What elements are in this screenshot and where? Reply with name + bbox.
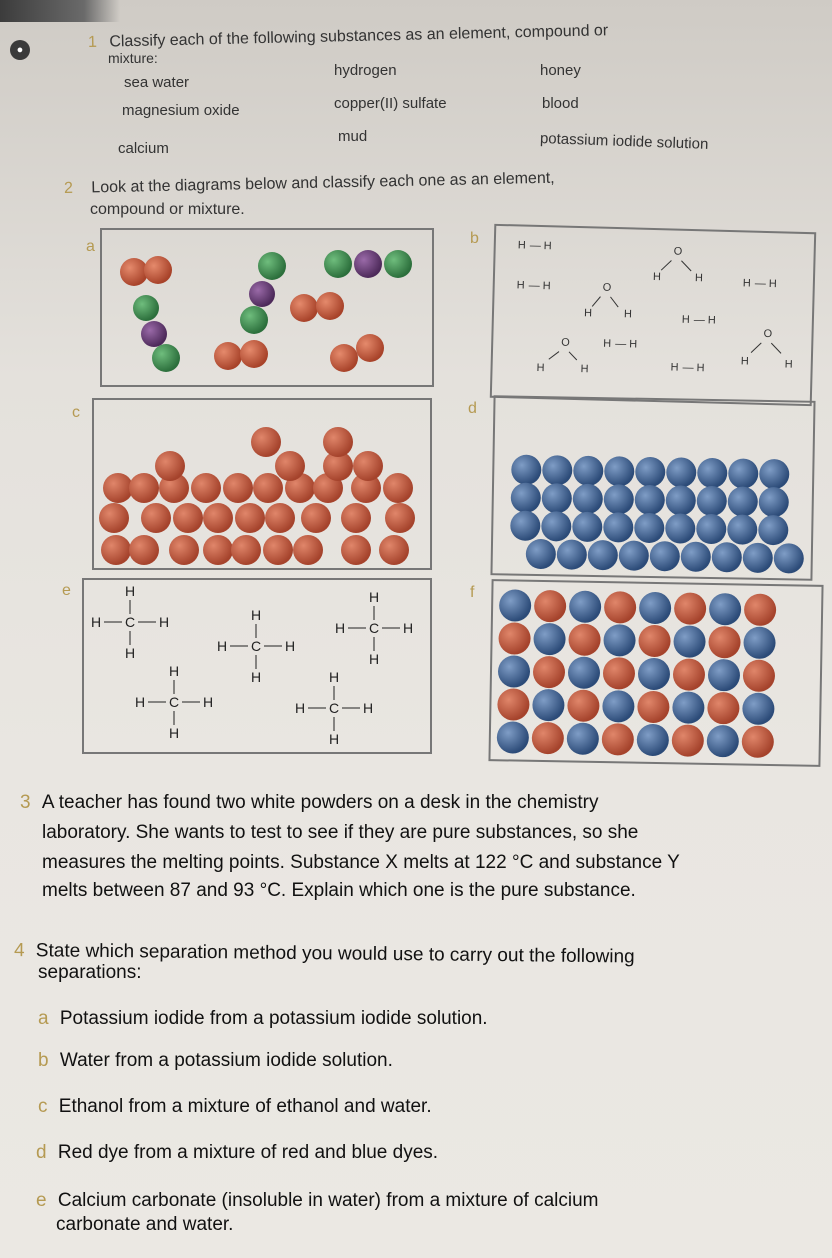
q2-prompt-line2: compound or mixture. [90, 201, 245, 218]
q4-part-e-line2: carbonate and water. [56, 1214, 234, 1235]
diagram-e-box [82, 578, 432, 754]
blue-atom [673, 625, 706, 658]
diagram-c-letter: c [72, 404, 80, 421]
hydrogen-atom-label: H [328, 731, 340, 747]
svg-text:H: H [768, 278, 777, 291]
red-atom [173, 503, 203, 533]
svg-text:H: H [517, 239, 526, 252]
red-atom [744, 594, 777, 627]
diagram-a-particles [102, 230, 432, 385]
blue-atom [709, 593, 742, 626]
red-atom [101, 535, 131, 565]
svg-text:H: H [694, 272, 704, 285]
hydrogen-atom-label: H [124, 645, 136, 661]
blue-atom [619, 540, 650, 571]
svg-text:O: O [763, 327, 773, 341]
purple-green-molecule [240, 281, 275, 334]
red-atom [673, 658, 706, 691]
svg-text:H: H [740, 355, 749, 368]
red-atom [265, 503, 295, 533]
substance-potassium-iodide-solution: potassium iodide solution [539, 130, 709, 153]
h2o-molecule-3 [741, 327, 794, 370]
red-atom [251, 427, 281, 457]
carbon-atom-label: C [124, 614, 136, 630]
blue-atom [498, 655, 531, 688]
hydrogen-atom-label: H [168, 725, 180, 741]
red-atom [603, 657, 636, 690]
blue-atom [638, 658, 671, 691]
green-purple-green-molecule-2 [133, 295, 180, 372]
red-atom [674, 592, 707, 625]
green-atom [258, 252, 286, 280]
red-atom [169, 535, 199, 565]
hydrogen-atom-label: H [250, 669, 262, 685]
red-atom [253, 473, 283, 503]
blue-atom [604, 484, 635, 515]
svg-text:H: H [652, 270, 662, 284]
q1-prompt-line2: mixture: [108, 50, 158, 66]
blue-atom [499, 589, 532, 622]
blue-atom [542, 483, 573, 514]
q4-part-a-text: Potassium iodide from a potassium iodide solution. [59, 1008, 488, 1029]
red-atom [742, 726, 775, 759]
red-atom [383, 473, 413, 503]
q4-part-a [38, 1008, 488, 1030]
red-red-molecule-4 [330, 334, 384, 372]
red-atom [275, 451, 305, 481]
h2o-molecule-4 [536, 336, 589, 375]
diagram-f-box [488, 579, 823, 767]
hydrogen-atom-label: H [202, 694, 214, 710]
hydrogen-atom-label: H [90, 614, 102, 630]
red-atom [532, 722, 565, 755]
blue-atom [568, 656, 601, 689]
red-atom [99, 503, 129, 533]
diagram-e-methane-molecules [84, 580, 430, 752]
red-atom [293, 535, 323, 565]
svg-text:H: H [696, 362, 705, 375]
blue-atom [635, 457, 666, 488]
blue-atom [728, 486, 759, 517]
blue-atom [567, 722, 600, 755]
red-atom [567, 689, 600, 722]
blue-atom [759, 459, 790, 490]
diagram-a-letter: a [86, 238, 95, 255]
q3-line3: measures the melting points. Substance X melts at 122 °C and substance Y [42, 852, 680, 873]
svg-text:H: H [784, 358, 793, 371]
red-atom [203, 535, 233, 565]
red-atom [707, 692, 740, 725]
blue-atom [573, 456, 604, 487]
blue-atom [526, 539, 557, 570]
svg-text:H: H [583, 307, 593, 320]
blue-atom [728, 458, 759, 489]
diagram-b-box [490, 224, 816, 406]
substance-mud: mud [338, 128, 368, 145]
red-atom [498, 622, 531, 655]
carbon-atom-label: C [250, 638, 262, 654]
page-corner-shadow [0, 0, 120, 22]
blue-atom [637, 724, 670, 757]
svg-text:H: H [580, 363, 589, 376]
red-atom [379, 535, 409, 565]
blue-atom [665, 513, 696, 544]
red-atom [103, 473, 133, 503]
carbon-atom-label: C [328, 700, 340, 716]
svg-text:H: H [629, 338, 638, 351]
svg-text:H: H [603, 337, 612, 350]
substance-magnesium-oxide: magnesium oxide [122, 102, 240, 119]
blue-atom [511, 483, 542, 514]
q4-part-b-letter: b [38, 1050, 49, 1071]
hydrogen-atom-label: H [158, 614, 170, 630]
red-atom [341, 503, 371, 533]
substance-honey: honey [540, 62, 581, 79]
h2-molecule [518, 239, 552, 252]
red-atom [534, 590, 567, 623]
q1-prompt-line1: Classify each of the following substances as an element, compound or [109, 22, 609, 51]
blue-atom [758, 515, 789, 546]
substance-calcium: calcium [118, 140, 169, 157]
blue-atom [511, 455, 542, 486]
blue-atom [572, 512, 603, 543]
q3-line1-text: A teacher has found two white powders on a desk in the chemistry [41, 792, 599, 813]
blue-atom [588, 540, 619, 571]
blue-atom [712, 542, 743, 573]
q4-part-d [36, 1142, 438, 1164]
svg-text:—: — [682, 361, 694, 375]
blue-atom [743, 627, 776, 660]
q4-part-b [38, 1050, 393, 1072]
blue-atom [707, 725, 740, 758]
svg-text:—: — [528, 279, 540, 293]
q4-part-d-text: Red dye from a mixture of red and blue dyes. [57, 1142, 439, 1163]
blue-atom [533, 623, 566, 656]
hydrogen-atom-label: H [368, 589, 380, 605]
q4-part-c-text: Ethanol from a mixture of ethanol and water. [58, 1096, 432, 1117]
blue-atom [573, 484, 604, 515]
hydrogen-atom-label: H [328, 669, 340, 685]
red-red-molecule-3 [214, 340, 268, 370]
hydrogen-atom-label: H [368, 651, 380, 667]
blue-atom [604, 456, 635, 487]
diagram-d-letter: d [468, 400, 477, 417]
blue-atom [681, 541, 712, 572]
blue-atom [603, 512, 634, 543]
red-atom [129, 535, 159, 565]
h2o-molecule [653, 245, 704, 284]
hydrogen-atom-label: H [402, 620, 414, 636]
blue-atom [602, 690, 635, 723]
red-atom [141, 503, 171, 533]
red-atom [604, 591, 637, 624]
green-purple-green-molecule [324, 250, 412, 278]
blue-atom [541, 511, 572, 542]
diagram-e-letter: e [62, 582, 71, 599]
blue-atom [603, 624, 636, 657]
svg-text:—: — [754, 277, 767, 290]
svg-text:H: H [542, 280, 551, 293]
h2-molecule-4 [682, 314, 716, 327]
red-atom [743, 660, 776, 693]
red-atom [129, 473, 159, 503]
blue-atom [697, 486, 728, 517]
red-atom [203, 503, 233, 533]
red-atom [323, 427, 353, 457]
blue-atom [635, 485, 666, 516]
h2-molecule-2 [743, 277, 777, 290]
red-atom [568, 623, 601, 656]
q4-part-b-text: Water from a potassium iodide solution. [59, 1050, 393, 1071]
blue-atom [650, 541, 681, 572]
red-atom [708, 626, 741, 659]
q4-part-a-letter: a [38, 1008, 49, 1029]
blue-atom [666, 485, 697, 516]
hydrogen-atom-label: H [134, 694, 146, 710]
blue-atom [727, 514, 758, 545]
hydrogen-atom-label: H [216, 638, 228, 654]
svg-text:H: H [707, 314, 716, 327]
svg-text:—: — [693, 314, 706, 327]
red-atom [231, 535, 261, 565]
red-atom [223, 473, 253, 503]
red-atom [263, 535, 293, 565]
blue-atom [557, 539, 588, 570]
carbon-atom-label: C [368, 620, 380, 636]
red-atom [602, 723, 635, 756]
hydrogen-atom-label: H [168, 663, 180, 679]
blue-atom [697, 458, 728, 489]
q1-prompt [88, 22, 609, 52]
substance-copper-sulfate: copper(II) sulfate [334, 95, 447, 112]
q4-number: 4 [13, 940, 25, 962]
diagram-f-particles [490, 581, 821, 765]
blue-atom [742, 693, 775, 726]
h2-molecule-3 [517, 279, 551, 292]
svg-text:—: — [529, 239, 541, 253]
diagram-b-molecules [492, 226, 814, 404]
page-marker-icon: ● [10, 40, 30, 60]
red-atom [533, 656, 566, 689]
blue-atom [774, 543, 805, 574]
h2o-molecule-2 [584, 281, 633, 320]
red-atom [497, 688, 530, 721]
blue-atom [743, 543, 774, 574]
blue-atom [666, 457, 697, 488]
red-atom [672, 724, 705, 757]
q4-part-e-text: Calcium carbonate (insoluble in water) from a mixture of calcium [57, 1190, 599, 1211]
q4-part-c [38, 1096, 432, 1118]
q4-part-e-letter: e [36, 1190, 47, 1211]
q4-prompt-line2: separations: [38, 962, 142, 983]
diagram-a-box [100, 228, 434, 387]
q4-part-d-letter: d [36, 1142, 47, 1163]
blue-atom [634, 513, 665, 544]
q2-number: 2 [63, 179, 74, 197]
red-red-molecule [120, 256, 172, 286]
substance-sea-water: sea water [124, 74, 190, 91]
red-atom [638, 625, 671, 658]
svg-text:H: H [742, 277, 751, 290]
svg-text:H: H [670, 361, 679, 374]
hydrogen-atom-label: H [124, 583, 136, 599]
substance-blood: blood [542, 95, 579, 112]
blue-atom [510, 511, 541, 542]
q2-prompt [64, 170, 555, 198]
diagram-c-box [92, 398, 432, 570]
blue-atom [708, 659, 741, 692]
hydrogen-atom-label: H [294, 700, 306, 716]
substance-hydrogen: hydrogen [334, 62, 397, 79]
hydrogen-atom-label: H [284, 638, 296, 654]
q1-number: 1 [87, 33, 98, 51]
red-atom [637, 691, 670, 724]
blue-atom [542, 455, 573, 486]
q4-prompt-line1: State which separation method you would use to carry out the following [35, 940, 635, 968]
hydrogen-atom-label: H [250, 607, 262, 623]
h2-molecule-6 [670, 361, 704, 374]
hydrogen-atom-label: H [334, 620, 346, 636]
blue-atom [759, 487, 790, 518]
blue-atom [639, 592, 672, 625]
hydrogen-atom-label: H [362, 700, 374, 716]
q3-number: 3 [20, 792, 31, 813]
q4-part-c-letter: c [38, 1096, 48, 1117]
red-red-molecule-2 [290, 292, 344, 322]
svg-text:H: H [536, 361, 545, 375]
carbon-atom-label: C [168, 694, 180, 710]
red-atom [191, 473, 221, 503]
red-atom [353, 451, 383, 481]
diagram-c-particles [94, 400, 430, 568]
diagram-f-letter: f [470, 584, 475, 601]
q3-line1 [20, 792, 598, 814]
red-atom [155, 451, 185, 481]
svg-text:—: — [615, 338, 627, 351]
q2-prompt-line1: Look at the diagrams below and classify each one as an element, [91, 169, 555, 197]
h2-molecule-5 [603, 338, 637, 351]
blue-atom [532, 689, 565, 722]
blue-atom [497, 721, 530, 754]
svg-text:H: H [543, 240, 552, 253]
diagram-d-particles [492, 397, 813, 579]
q3-line4: melts between 87 and 93 °C. Explain which one is the pure substance. [42, 880, 636, 901]
diagram-b-letter: b [470, 230, 479, 247]
q3-line2: laboratory. She wants to test to see if they are pure substances, so she [42, 822, 639, 843]
svg-text:H: H [681, 313, 690, 326]
q4-part-e [36, 1190, 599, 1212]
red-atom [385, 503, 415, 533]
svg-text:O: O [561, 336, 570, 349]
red-atom [235, 503, 265, 533]
svg-text:H: H [623, 308, 633, 321]
diagram-d-box [490, 395, 815, 581]
blue-atom [672, 691, 705, 724]
svg-text:O: O [673, 245, 683, 258]
svg-text:H: H [516, 279, 525, 292]
blue-atom [696, 514, 727, 545]
red-atom [341, 535, 371, 565]
svg-text:O: O [602, 281, 612, 294]
red-atom [301, 503, 331, 533]
blue-atom [569, 590, 602, 623]
